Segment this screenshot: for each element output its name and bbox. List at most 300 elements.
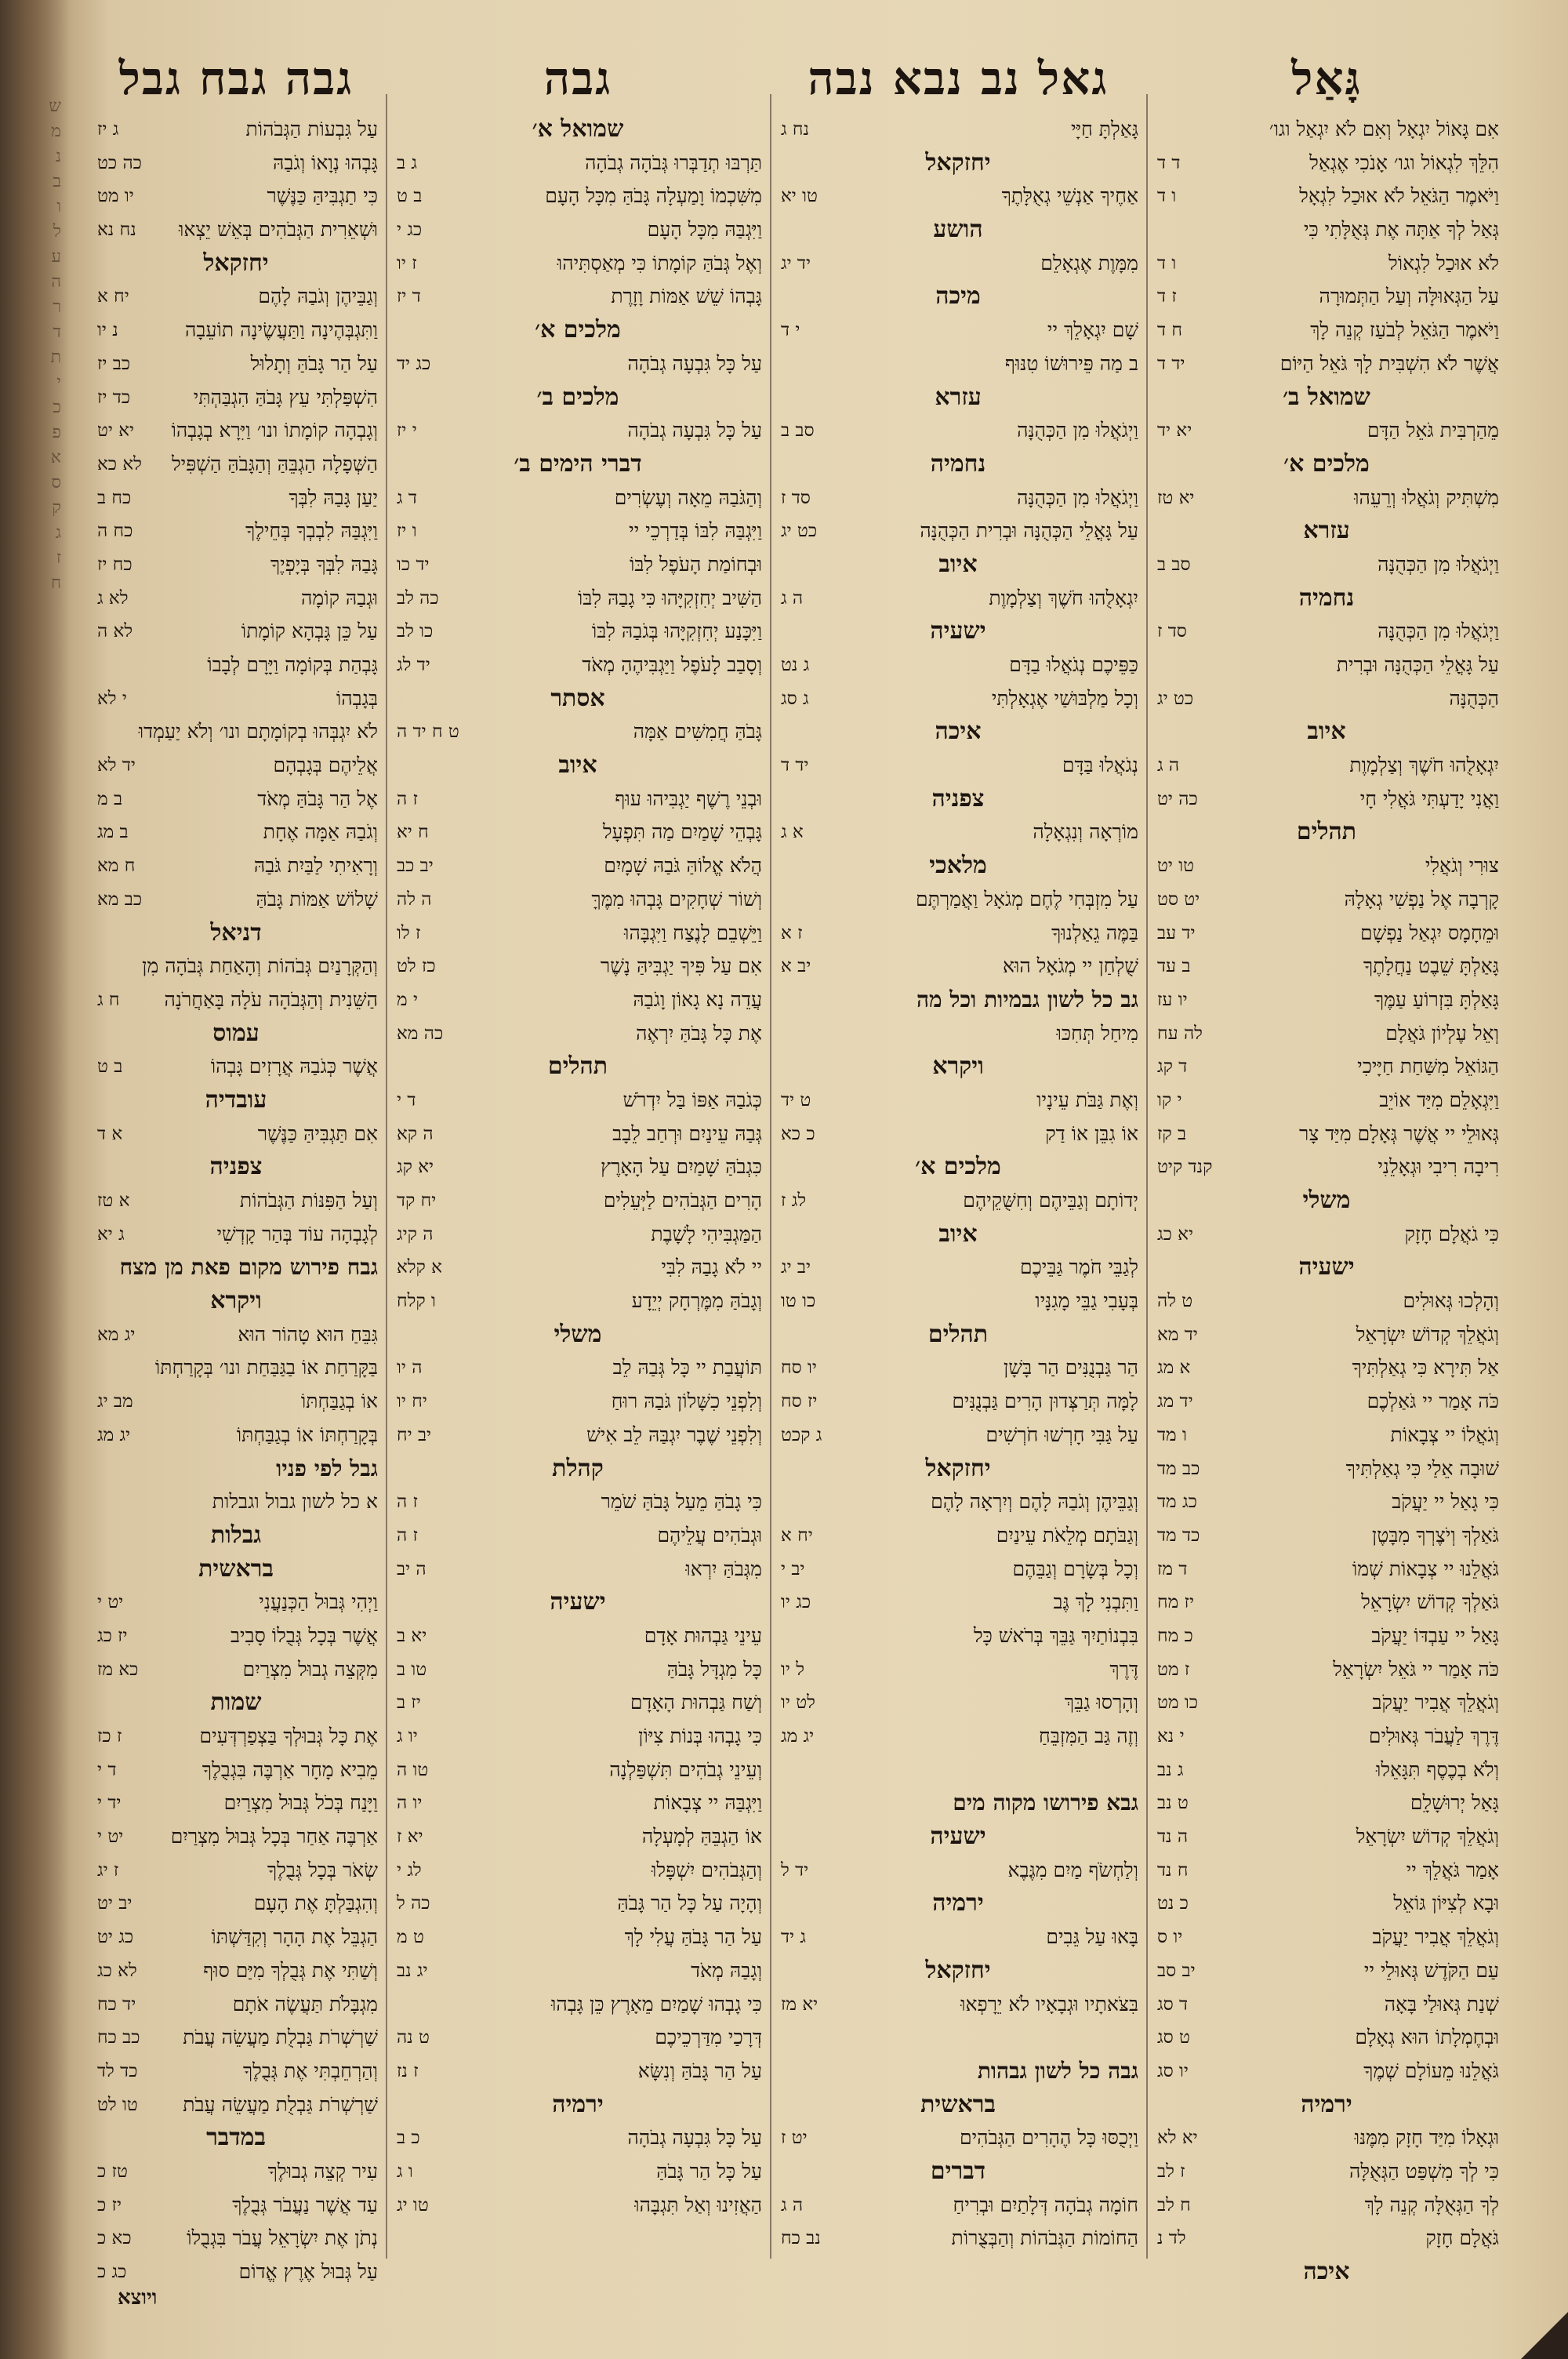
book-heading [94,1285,378,1318]
gutter-letter: נ [55,147,61,166]
concordance-line [94,1485,378,1519]
verse-text: וַתִּגְבְּהֶינָה וַתַּעֲשֶׂינָה תוֹעֵבָה [184,318,378,342]
concordance-line [394,1787,762,1820]
verse-text: דֶּרֶךְ [1109,1657,1138,1681]
chapter-verse-reference: כד מד [1157,1525,1200,1546]
chapter-verse-reference: יד לג [397,655,430,675]
concordance-line [94,1954,378,1988]
chapter-verse-reference: ב מג [97,822,129,843]
book-heading [778,1218,1138,1252]
verse-text: וְשַׁתִּי אֶת גְּבֻלְךָ מִיַּם סוּף [203,1958,378,1982]
chapter-verse-reference: ז ה [397,1525,418,1546]
verse-text: שַׁרְשְׁרֹת גַּבְלֻת מַעֲשֵׂה עֲבֹת [183,2092,378,2116]
chapter-verse-reference: יב יט [97,1893,132,1914]
chapter-verse-reference: יז סח [781,1391,818,1412]
book-heading [94,2121,378,2155]
verse-text: עַל כָּל הַר גָּבֹהַּ [656,2159,762,2183]
concordance-line [394,1686,762,1720]
concordance-line [394,414,762,448]
verse-text: גֹּאַלְךָ וְיֹצֶרְךָ מִבָּטֶן [1371,1523,1499,1547]
verse-text: מִגְּבֹהַּ יִרְאוּ [685,1557,762,1580]
chapter-verse-reference: כו לב [397,621,434,642]
concordance-line [778,1921,1138,1954]
verse-text: וְהַקְּרָנַיִם גְּבֹהוֹת וְהָאַחַת גְּבֹהָה מִן [142,954,378,978]
concordance-line [778,1351,1138,1385]
chapter-verse-reference: יג מג [97,1424,131,1445]
chapter-verse-reference: ז כז [97,1726,122,1747]
concordance-line [778,749,1138,783]
gutter-letter: מ [50,122,61,141]
concordance-line [1154,548,1499,582]
chapter-verse-reference: ז יו [397,253,417,274]
verse-text: וְלֹא בְכֶסֶף תִּגָּאֵלוּ [1375,1757,1499,1781]
concordance-line [94,1720,378,1754]
chapter-verse-reference: כד לד [97,2060,138,2081]
verse-text: וְעֵינֵי גְבֹהִים תִּשְׁפַּלְנָה [609,1757,762,1781]
chapter-verse-reference: ז מט [1157,1659,1190,1680]
chapter-verse-reference: לא כא [97,453,142,474]
concordance-line [94,147,378,180]
concordance-line [94,1854,378,1888]
verse-text: הֲלֹא אֱלוֹהַּ גֹּבַהּ שָׁמָיִם [604,854,762,878]
chapter-verse-reference [1154,213,1223,247]
verse-text: וְשַׁח גַּבְהוּת הָאָדָם [630,1691,762,1714]
verse-text: וַיֹּאמֶר הַגֹּאֵל לֹא אוּכַל לִגְאָל [1299,184,1499,208]
chapter-verse-reference: ל יו [781,1659,804,1680]
verse-text: כִּי גָבֹהַּ מֵעַל גָּבֹהַּ שֹׁמֵר [601,1490,762,1514]
chapter-verse-reference: ו ד [1157,253,1177,274]
book-heading [94,1686,378,1720]
concordance-line [1154,1954,1499,1988]
book-heading [94,247,378,281]
verse-text: בְּקָרַחְתּוֹ אוֹ בְגַבַּחְתּוֹ [236,1423,378,1446]
concordance-line [778,1686,1138,1720]
verse-text: מלכים ב׳ [536,383,619,411]
chapter-verse-reference [778,1787,847,1820]
chapter-verse-reference: כב מד [1157,1458,1200,1479]
book-heading [94,1519,378,1553]
concordance-line [1154,615,1499,649]
concordance-line [1154,1854,1499,1888]
chapter-verse-reference: ט לה [1157,1291,1193,1312]
chapter-verse-reference: כ מח [1157,1625,1193,1646]
verse-text: גָּבַהּ לִבְּךָ בְּיָפְיֶךָ [270,552,378,576]
chapter-verse-reference: א מג [1157,1358,1191,1379]
concordance-line [394,715,762,749]
verse-text: הַגּוֹאֵל מִשַּׁחַת חַיָּיכִי [1357,1055,1499,1078]
chapter-verse-reference: יט ז [781,2128,808,2149]
concordance-line [778,482,1138,515]
concordance-line [394,1084,762,1118]
chapter-verse-reference: לא ה [97,621,133,642]
verse-text: וְגֹאֲלֵךְ אֲבִיר יַעֲקֹב [1372,1691,1499,1714]
verse-text: וַתִּבְנִי לָךְ גֶּב [1053,1590,1138,1614]
verse-text: יִגְאָלֻהוּ חֹשֶׁךְ וְצַלְמָוֶת [1349,754,1499,777]
root-entry-heading [778,1787,1138,1820]
concordance-line [778,1653,1138,1687]
chapter-verse-reference [778,1619,847,1653]
chapter-verse-reference: ו קלח [397,1291,436,1312]
concordance-line [394,1720,762,1754]
chapter-verse-reference: ז לב [1157,2161,1185,2182]
column-rule [770,94,771,2259]
verse-text: עַל הַר גָּבֹהַּ וְנִשָּׂא [637,2059,762,2082]
verse-text: תּוֹעֲבַת יי כָּל גְּבַהּ לֵב [612,1356,762,1379]
chapter-verse-reference: ה ג [781,2194,804,2215]
verse-text: לְךָ הַגְּאֻלָּה קְנֵה לָךְ [1364,2193,1499,2216]
verse-text: כִּי תַגְבִּיהַּ כַּנֶּשֶׁר [267,184,378,208]
chapter-verse-reference: סב ב [1157,554,1191,575]
verse-text: וְשׁוֹר שְׁחָקִים גָּבְהוּ מִמֶּךָּ [591,887,762,911]
chapter-verse-reference: ט סג [1157,2027,1190,2048]
concordance-line [778,816,1138,849]
verse-text: ירמיה [932,1889,984,1917]
concordance-line [94,1318,378,1352]
concordance-line [94,180,378,213]
gutter-letter: ת [50,347,61,367]
verse-text: עֲדֵה נָא גָאוֹן וָגֹבַהּ [633,987,762,1011]
verse-text: וְאֶת גַּבֹּת עֵינָיו [1036,1088,1138,1111]
verse-text: איוב [558,751,597,780]
verse-text: ישעיה [930,1823,986,1851]
concordance-line [778,1553,1138,1587]
verse-text: שְׁנַת גְּאוּלַי בָּאָה [1384,1992,1499,2016]
verse-text: הַר גַּבְנֻנִּים הַר בָּשָׁן [1004,1356,1138,1379]
concordance-line [394,783,762,816]
verse-text: וְלִפְנֵי שֶׁבֶר יִגְבַּהּ לֵב אִישׁ [586,1423,762,1446]
verse-text: עַל גָּאֳלֵי הַכְּהֻנָּה וּבְרִית [1336,653,1499,676]
chapter-verse-reference: כ ב [397,2128,420,2149]
verse-text: וְגָבֹהַּ מִמֶּרְחָק יְיֵדָע [631,1289,762,1313]
chapter-verse-reference: כה יט [1157,788,1198,809]
verse-text: וְכָל מַלְבּוּשַׁי אֶגְאָלְתִּי [991,686,1138,710]
verse-text: דֶּרֶךְ לַעֲבֹר גְּאוּלִים [1368,1725,1499,1747]
chapter-verse-reference: ד מז [1157,1558,1188,1579]
chapter-verse-reference: ט ח יד ה [397,722,459,743]
concordance-line [94,1419,378,1452]
book-heading [394,1586,762,1619]
verse-text: שׁוּבָה אֵלַי כִּי גְאַלְתִּיךָ [1345,1456,1499,1480]
chapter-verse-reference: טו ב [397,1659,427,1680]
chapter-verse-reference: ז א [781,922,803,943]
concordance-line [778,1519,1138,1553]
book-heading [778,448,1138,482]
verse-text: צפניה [209,1153,263,1181]
book-heading [394,113,762,147]
concordance-line [1154,2021,1499,2055]
verse-text: בְּעָבִי גַבֵּי מָגִנָּיו [1035,1289,1138,1313]
verse-text: וַיְכֻסּוּ כָּל הֶהָרִים הַגְּבֹהִים [960,2126,1138,2150]
chapter-verse-reference: כז לט [397,956,436,977]
concordance-line [394,1854,762,1888]
verse-text: ויקרא [932,1052,984,1081]
chapter-verse-reference [394,1988,463,2022]
verse-text: אָמַר גֹּאֲלֵךְ יי [1406,1858,1499,1881]
concordance-line [394,917,762,951]
verse-text: עִיר קְצֵה גְבוּלֶךָ [267,2159,378,2183]
concordance-line [94,783,378,816]
book-heading [394,2088,762,2122]
verse-text: מלכים א׳ [915,1153,1001,1181]
chapter-verse-reference: ו יז [397,521,417,542]
concordance-line [394,1954,762,1988]
verse-text: שֻׁלְחַן יי מְגֹאָל הוּא [1002,954,1138,978]
verse-text: עַל הַר גָּבֹהַּ עֲלִי לָךְ [624,1925,762,1949]
concordance-line [394,482,762,515]
chapter-verse-reference: נ יו [97,320,118,341]
verse-text: אִם תַּגְבִּיהַּ כַּנֶּשֶׁר [257,1121,378,1145]
verse-text: וּבְחוֹמַת הָעֹפֶל לִבּוֹ [629,552,762,576]
chapter-verse-reference: י קו [1157,1089,1182,1110]
verse-text: מלאכי [929,852,987,880]
verse-text: וְלִפְנֵי כִשָּׁלוֹן גֹּבַהּ רוּחַ [611,1390,762,1413]
verse-text: וַיְהִי גְּבוּל הַכְּנַעֲנִי [259,1590,378,1614]
gutter-letter: י [56,373,61,392]
chapter-verse-reference: ט יד [781,1089,811,1110]
concordance-line [394,2055,762,2088]
chapter-verse-reference: כא כ [97,2228,132,2249]
verse-text: תהלים [547,1052,608,1081]
concordance-line [1154,849,1499,883]
concordance-line [394,247,762,281]
gutter-letter: ע [51,247,61,267]
chapter-verse-reference [778,347,847,381]
verse-text: ב מַה פֵּירוּשׁוֹ טִנּוּף [1004,351,1138,375]
verse-text: צוּרִי וְגֹאֲלִי [1425,854,1499,878]
chapter-verse-reference: ד יז [397,286,421,307]
verse-text: שַׁרְשְׁרֹת גַּבְלֻת מַעֲשֵׂה עֲבֹת [183,2026,378,2049]
chapter-verse-reference: יד מג [1157,1391,1193,1412]
verse-text: ישעיה [930,617,986,645]
chapter-verse-reference: ג יד [781,1927,806,1948]
concordance-line [94,883,378,917]
concordance-column-4 [94,47,378,2289]
concordance-line [778,582,1138,616]
chapter-verse-reference: יב יג [781,1257,811,1278]
concordance-line [1154,1084,1499,1118]
chapter-verse-reference: יד עב [1157,922,1196,943]
concordance-line [778,1285,1138,1318]
chapter-verse-reference: יו ה [397,1793,423,1814]
concordance-line [394,280,762,314]
verse-text: בָּאוּ עַל גֵּבִים [1046,1925,1138,1949]
concordance-line [94,1218,378,1252]
chapter-verse-reference: ח יא [397,822,429,843]
chapter-verse-reference: ה יו [397,1358,423,1379]
verse-text: וְהָיָה עַל כָּל הַר גָּבֹהַּ [617,1892,762,1915]
concordance-line [778,649,1138,682]
concordance-line [1154,1419,1499,1452]
chapter-verse-reference: כג כ [97,2262,127,2282]
verse-text: הושע [933,216,983,244]
concordance-line [778,314,1138,347]
concordance-line [1154,1452,1499,1486]
chapter-verse-reference: ז ד [1157,286,1177,307]
column-header: גאל נב נבא נבה [808,52,1109,105]
book-heading [778,615,1138,649]
verse-text: הִשְׁפַּלְתִּי עֵץ גָּבֹהַּ הִגְבַּהְתִּי [193,385,378,409]
catchword: ויוצא [118,2286,158,2310]
book-heading [778,783,1138,816]
chapter-verse-reference: ו ג [397,2161,413,2182]
chapter-verse-reference [778,983,847,1017]
concordance-line [1154,2121,1499,2155]
verse-text: וְרָאִיתִי לַבַּיִת גֹּבַהּ [253,854,378,878]
chapter-verse-reference: ח נד [1157,1859,1189,1881]
chapter-verse-reference: ד קג [1157,1056,1188,1078]
concordance-line [394,950,762,983]
verse-text: בְּגָבְהוֹ [336,686,378,710]
verse-text: וְהָרְסוּ גַבֵּךְ [1064,1691,1138,1714]
concordance-line [94,983,378,1017]
verse-text: מִמָּוֶת אֶגְאָלֵם [1040,251,1138,274]
chapter-verse-reference: יט י [97,1592,124,1613]
gutter-letter: פ [52,423,61,442]
chapter-verse-reference: יו עז [1157,989,1188,1010]
chapter-verse-reference: יא קג [397,1157,434,1178]
book-heading [394,1318,762,1352]
verse-text: קָרְבָה אֶל נַפְשִׁי גְאָלָהּ [1344,887,1499,911]
concordance-line [1154,649,1499,682]
concordance-line [1154,1519,1499,1553]
book-heading [1154,582,1499,616]
chapter-verse-reference: יד כו [397,554,430,575]
column-body [94,113,378,2289]
concordance-line [778,1720,1138,1754]
root-entry-heading [778,2055,1138,2088]
verse-text: יחזקאל [925,148,991,176]
chapter-verse-reference: יח יו [397,1391,427,1412]
chapter-verse-reference [51,1251,120,1285]
verse-text: וְעַל הַפִּנּוֹת הַגְּבֹהוֹת [239,1189,378,1212]
verse-text: וְגָבַהּ מְאֹד [691,1958,762,1982]
verse-text: גָּאַל יי עַבְדּוֹ יַעֲקֹב [1371,1623,1499,1647]
verse-text: אוֹ הַגְבֵּהַּ לְמָעְלָה [641,1825,762,1848]
chapter-verse-reference [778,2021,847,2055]
chapter-verse-reference: כד יז [97,387,131,408]
facing-page-fragment [6,94,61,596]
concordance-line [1154,1485,1499,1519]
concordance-line [1154,917,1499,951]
verse-text: הִלֵּךְ לִגְאוֹל וגו׳ אָנֹכִי אֶגְאַל [1309,151,1499,174]
concordance-line [778,180,1138,213]
verse-text: בַּקָּרַחַת אוֹ בַגַּבַּחַת ונו׳ בְּקָרַחְתּוֹ [154,1356,378,1379]
verse-text: יחזקאל [925,1454,991,1482]
book-heading [1154,448,1499,482]
concordance-line [1154,247,1499,281]
chapter-verse-reference: סב ב [781,420,815,442]
chapter-verse-reference: לג ז [781,1190,807,1211]
chapter-verse-reference: ג קכט [781,1424,822,1445]
concordance-line [778,1619,1138,1653]
verse-text: אוֹ גִבֵּן אוֹ דַק [1045,1121,1138,1145]
verse-text: עַל מִזְבְּחִי לֶחֶם מְגֹאָל וַאֲמַרְתֶּם [915,887,1138,911]
chapter-verse-reference [94,1452,163,1486]
concordance-line [1154,1619,1499,1653]
chapter-verse-reference: ד י [397,1089,416,1110]
root-entry-heading [778,983,1138,1017]
concordance-line [394,615,762,649]
verse-text: עֵינֵי גַּבְהוּת אָדָם [644,1623,762,1647]
verse-text: וְגֹבַהּ אַמָּה אֶחָת [263,820,378,844]
chapter-verse-reference: יא לא [1157,2128,1198,2149]
chapter-verse-reference: טו לט [97,2094,138,2115]
verse-text: וְגַבֹּתָם מְלֵאֹת עֵינַיִם [996,1523,1138,1547]
verse-text: גָּבְהַת בְּקוֹמָה וַיָּרָם לְבָבוֹ [207,653,378,676]
verse-text: בראשית [198,1554,274,1583]
verse-text: עמוס [212,1019,260,1047]
concordance-line [778,2222,1138,2255]
verse-text: לְגַבֵּי חֹמֶר גַּבֵּיכֶם [1019,1256,1138,1279]
concordance-column-2 [778,47,1138,2255]
verse-text: הַמַּגְבִּיהִי לָשָׁבֶת [651,1222,762,1245]
verse-text: גָּבְהוֹ שֵׁשׁ אַמּוֹת וָזָרֶת [611,285,762,308]
concordance-line [778,917,1138,951]
concordance-line [1154,1050,1499,1084]
chapter-verse-reference: י נא [1157,1726,1185,1747]
concordance-line [94,2021,378,2055]
concordance-line [394,1218,762,1252]
concordance-line [94,615,378,649]
chapter-verse-reference: ה קיג [397,1223,434,1245]
gutter-letter: ק [52,498,61,518]
concordance-line [778,2189,1138,2223]
verse-text: כֹּה אָמַר יי גֹּאַלְכֶם [1367,1390,1499,1413]
root-entry-heading [94,1452,378,1486]
chapter-verse-reference [1154,113,1223,147]
book-heading [1154,2255,1499,2289]
verse-text: כִּי גָבְהוּ בְּנוֹת צִיּוֹן [638,1725,762,1747]
concordance-line [394,1887,762,1921]
concordance-line [1154,2155,1499,2189]
chapter-verse-reference: ז ה [397,1492,418,1513]
chapter-verse-reference: ז נז [397,2060,419,2081]
book-heading [1154,816,1499,849]
concordance-line [394,1118,762,1151]
verse-text: וַיִּגְבַּהּ יי צְבָאוֹת [653,1791,762,1815]
concordance-line [778,1184,1138,1218]
verse-text: עַל כָּל גִּבְעָה גְבֹהָה [627,351,762,375]
verse-text: וּבָא לְצִיּוֹן גּוֹאֵל [1393,1892,1499,1915]
concordance-line [394,347,762,381]
verse-text: עזרא [1303,517,1350,545]
concordance-line [1154,113,1499,147]
chapter-verse-reference: ד ד [1157,152,1181,173]
verse-text: גָּאַלְתָּ בִּזְרוֹעַ עַמֶּךָ [1374,987,1499,1011]
verse-text: יְדוֹתָם וְגַבֵּיהֶם וְחִשֻּׁקֵיהֶם [963,1189,1138,1212]
chapter-verse-reference: טז כ [97,2161,128,2182]
verse-text: וְזֶה גַּב הַמִּזְבֵּחַ [1039,1725,1138,1747]
chapter-verse-reference: יא טז [1157,487,1195,508]
verse-text: גְּאַל לְךָ אַתָּה אֶת גְּאֻלָּתִי כִּי [1303,218,1499,242]
concordance-line [394,849,762,883]
verse-text: אִם עַל פִּיךָ יַגְבִּיהַּ נָשֶׁר [600,954,762,978]
concordance-line [94,2088,378,2122]
verse-text: גָּבֹהַּ חֲמִשִּׁים אַמָּה [633,720,762,743]
chapter-verse-reference: י ד [781,320,800,341]
concordance-line [94,1050,378,1084]
verse-text: אִם גָּאוֹל יִגְאָל וְאִם לֹא יִגְאַל וגו׳ [1269,118,1499,140]
concordance-line [394,2121,762,2155]
verse-text: גָּאַלְתָּ שֵׁבֶט נַחֲלָתֶךָ [1363,954,1499,978]
chapter-verse-reference: ח ד [1157,320,1182,341]
verse-text: יִגְאָלֻהוּ חֹשֶׁךְ וְצַלְמָוֶת [989,586,1138,609]
chapter-verse-reference: כח יז [97,554,132,575]
chapter-verse-reference: יא ב [397,1625,427,1646]
book-heading [1154,2088,1499,2122]
concordance-column-1 [1154,47,1499,2289]
verse-text: וְגַבֵּיהֶן וְגֹבַהּ לָהֶם [258,285,378,308]
